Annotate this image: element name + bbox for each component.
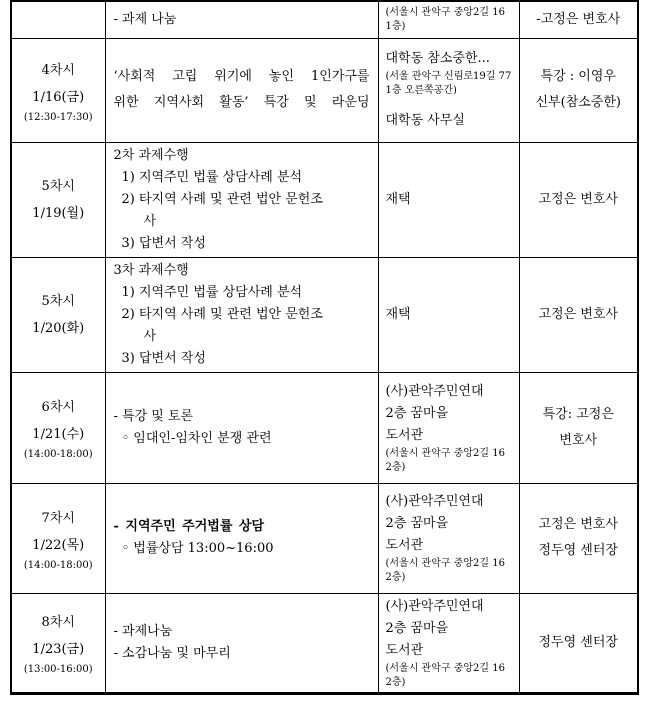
text-line: ◦ 법률상담 13:00~16:00 <box>121 541 274 556</box>
text-line: 정두영 센터장 <box>538 543 618 558</box>
text-line: 3) 답변서 작성 <box>121 350 206 366</box>
text-line: 1/23(금) <box>32 642 85 657</box>
staff-cell <box>519 593 638 693</box>
text-line: (서울시 관악구 중앙2길 16 <box>385 6 505 18</box>
schedule-table-body <box>11 1 638 693</box>
text-line: 재택 <box>385 306 411 322</box>
text-line: 1층 오른쪽공간) <box>385 85 457 96</box>
text-line: (서울시 관악구 중앙2길 16 <box>385 447 505 459</box>
text-line: 2층) <box>385 676 406 688</box>
text-line: 특강 : 이영우 <box>540 69 616 84</box>
text-line: (13:00-16:00) <box>23 664 93 675</box>
text-line: 4차시 <box>41 62 75 78</box>
text-line: 2층 꿈마을 <box>385 620 449 636</box>
table-row <box>11 142 638 257</box>
text-line: 2차 과제수행 <box>113 147 189 163</box>
session-cell <box>11 372 105 483</box>
staff-cell <box>519 372 638 483</box>
text-line: - 과제나눔 <box>113 623 173 639</box>
text-line: 도서관 <box>385 427 424 443</box>
text-line: 2) 타지역 사례 및 관련 법안 문헌조 <box>121 191 323 207</box>
session-cell <box>11 593 105 693</box>
table-row <box>11 593 638 693</box>
text-line: 7차시 <box>41 510 75 526</box>
text-line: 8차시 <box>41 615 75 630</box>
table-row <box>11 38 638 142</box>
text-line: 3차 과제수행 <box>113 262 189 278</box>
text-line: 대학동 사무실 <box>385 113 465 128</box>
location-cell <box>378 593 519 693</box>
activity-cell <box>105 142 378 257</box>
text-line: 1) 지역주민 법률 상담사례 분석 <box>121 169 303 185</box>
text-line: - 과제 나눔 <box>113 11 177 27</box>
text-line: -고정은 변호사 <box>536 11 621 27</box>
text-line: 1/22(목) <box>32 537 85 553</box>
schedule-table <box>10 0 639 695</box>
text-line: 대학동 참소중한... <box>385 51 490 66</box>
activity-cell <box>105 593 378 693</box>
session-cell <box>11 38 105 142</box>
text-line: 2층 꿈마을 <box>385 405 449 421</box>
location-cell <box>378 1 519 38</box>
text-line: (서울시 관악구 중앙2길 16 <box>385 662 505 674</box>
activity-cell <box>105 257 378 372</box>
text-line: 변호사 <box>559 432 598 448</box>
text-line: 1/16(금) <box>32 89 85 105</box>
session-cell <box>11 1 105 38</box>
text-line: 재택 <box>385 191 411 207</box>
staff-cell <box>519 142 638 257</box>
text-line: 사 <box>143 213 157 229</box>
text-line: 도서관 <box>385 642 424 658</box>
session-cell <box>11 483 105 593</box>
text-line: 3) 답변서 작성 <box>121 235 206 251</box>
text-line: (12:30-17:30) <box>23 111 93 123</box>
text-line: 1/20(화) <box>32 320 85 336</box>
text-line: 도서관 <box>385 538 424 553</box>
session-cell <box>11 142 105 257</box>
text-line: 5차시 <box>41 178 75 194</box>
text-line: 1/19(월) <box>32 205 85 221</box>
text-line: (사)관악주민연대 <box>385 383 484 399</box>
text-line: 1층) <box>385 20 406 32</box>
text-line: 2층) <box>385 461 406 473</box>
table-row <box>11 257 638 372</box>
location-cell <box>378 483 519 593</box>
text-line: 5차시 <box>41 293 75 309</box>
text-line: ◦ 임대인-임차인 분쟁 관련 <box>121 430 272 446</box>
text-line: 고정은 변호사 <box>538 517 618 532</box>
text-line: ‘사회적 고립 위기에 놓인 1인가구를 <box>113 69 370 84</box>
text-line: - 지역주민 주거법률 상담 <box>113 519 265 534</box>
staff-cell <box>519 483 638 593</box>
text-line: 1) 지역주민 법률 상담사례 분석 <box>121 284 303 300</box>
session-cell <box>11 257 105 372</box>
text-line: (서울 관악구 신림로19길 77 <box>385 71 512 82</box>
staff-cell <box>519 257 638 372</box>
location-cell <box>378 38 519 142</box>
text-line: 2) 타지역 사례 및 관련 법안 문헌조 <box>121 306 323 322</box>
text-line: 특강: 고정은 <box>542 406 614 422</box>
text-line: 위한 지역사회 활동’ 특강 및 라운딩 <box>113 95 370 110</box>
spacer <box>386 98 514 110</box>
text-line: (사)관악주민연대 <box>385 598 484 614</box>
text-line: (14:00-18:00) <box>23 559 93 571</box>
activity-cell <box>105 483 378 593</box>
text-line: 2층) <box>385 572 406 583</box>
text-line: (사)관악주민연대 <box>385 494 484 509</box>
text-line: 고정은 변호사 <box>538 191 618 207</box>
text-line: (14:00-18:00) <box>23 449 93 460</box>
activity-cell <box>105 1 378 38</box>
text-line: - 특강 및 토론 <box>113 408 194 424</box>
text-line: 정두영 센터장 <box>538 634 618 650</box>
location-cell <box>378 372 519 483</box>
text-line: 6차시 <box>41 400 75 415</box>
staff-cell <box>519 1 638 38</box>
table-row <box>11 483 638 593</box>
text-line: 사 <box>143 328 157 344</box>
table-row <box>11 1 638 38</box>
activity-cell <box>105 38 378 142</box>
activity-cell <box>105 372 378 483</box>
location-cell <box>378 257 519 372</box>
text-line: 2층 꿈마을 <box>385 516 449 531</box>
text-line: 신부(참소중한) <box>535 95 621 110</box>
text-line: (서울시 관악구 중앙2길 16 <box>385 558 505 569</box>
text-line: - 소감나눔 및 마무리 <box>113 645 231 661</box>
table-row <box>11 372 638 483</box>
staff-cell <box>519 38 638 142</box>
location-cell <box>378 142 519 257</box>
text-line: 고정은 변호사 <box>538 306 618 322</box>
text-line: 1/21(수) <box>32 427 85 442</box>
